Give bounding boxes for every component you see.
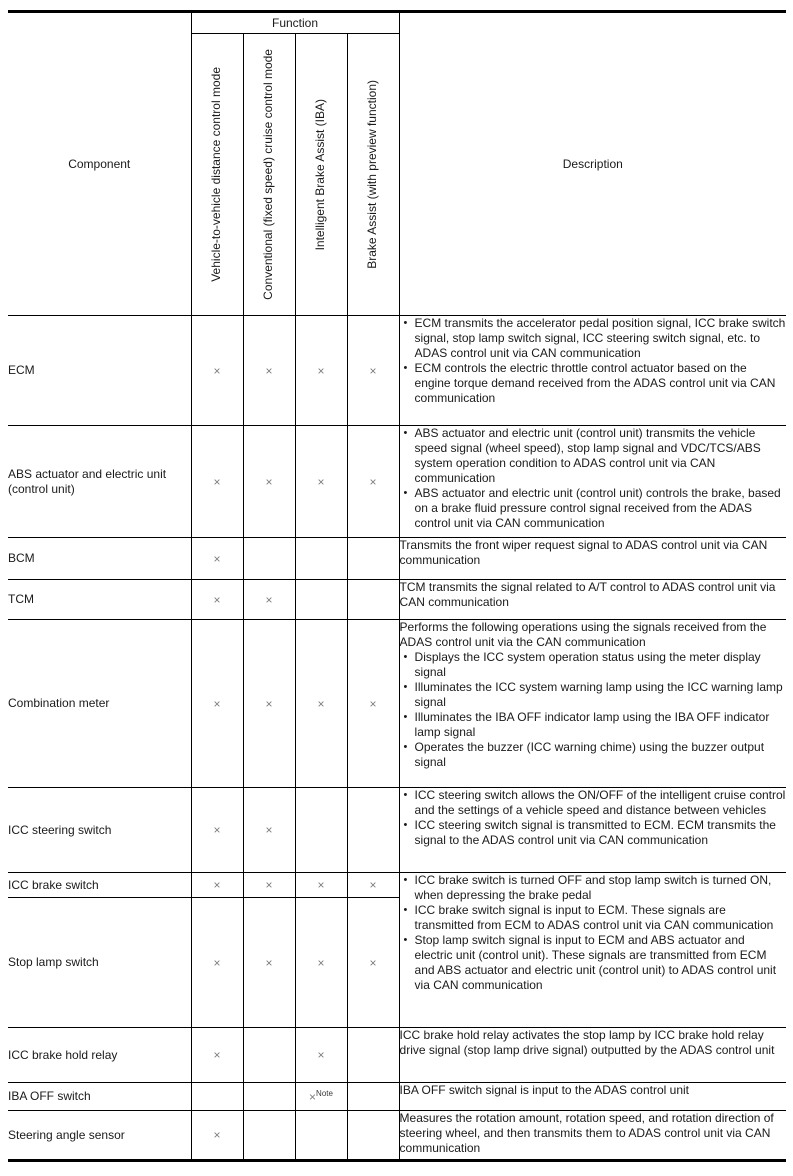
mark-cell [295, 1111, 347, 1161]
mark-cell: × [347, 426, 399, 538]
mark-cell: × [295, 873, 347, 898]
description-bullet: • ABS actuator and electric unit (control unit) transmits the vehicle speed signal (wheel speed), stop lamp signal and VDC/TCS/ABS system operation condition to ADAS control unit via CAN communication [415, 426, 787, 486]
description-cell [399, 426, 786, 538]
mark-cell [295, 538, 347, 580]
cross-mark: × [309, 1090, 317, 1104]
mark-cell [347, 538, 399, 580]
mark-cell [295, 788, 347, 873]
description-text: Transmits the front wiper request signal to ADAS control unit via CAN communication [399, 538, 768, 567]
description-cell [399, 1111, 786, 1161]
mark-cell [243, 538, 295, 580]
component-cell: BCM [8, 538, 191, 580]
mark-cell [295, 580, 347, 620]
description-bullet: • ICC steering switch allows the ON/OFF of the intelligent cruise control and the settings of a vehicle speed and distance between vehicles [415, 788, 787, 818]
mark-cell: × [191, 316, 243, 426]
mark-cell: × [191, 426, 243, 538]
mark-cell [347, 580, 399, 620]
row-ecm [8, 316, 786, 426]
description-bullet: • ICC brake switch is turned OFF and stop lamp switch is turned ON, when depressing the brake pedal [415, 873, 787, 903]
component-cell: ICC steering switch [8, 788, 191, 873]
mark-cell: × [243, 898, 295, 1028]
row-bcm [8, 538, 786, 580]
mark-cell [243, 1083, 295, 1111]
mark-cell: × [295, 426, 347, 538]
mark-cell: × [295, 1028, 347, 1083]
mark-cell: × [295, 316, 347, 426]
mark-cell: × [347, 316, 399, 426]
row-iba-off-switch [8, 1083, 786, 1111]
description-text: Measures the rotation amount, rotation speed, and rotation direction of steering wheel, and then transmits them to ADAS control unit via CAN communication [399, 1111, 774, 1155]
row-tcm [8, 580, 786, 620]
description-cell [399, 620, 786, 788]
description-intro: Performs the following operations using the signals received from the ADAS control unit via the CAN communication [399, 620, 767, 649]
mark-cell: × [191, 580, 243, 620]
mark-cell: × [243, 580, 295, 620]
mark-cell: × [295, 620, 347, 788]
row-abs-actuator [8, 426, 786, 538]
mark-cell-with-note [295, 1083, 347, 1111]
function-column-header-iba [295, 34, 347, 316]
component-cell: Combination meter [8, 620, 191, 788]
description-cell-shared-brake-stop-lamp [399, 873, 786, 1028]
mark-cell: × [243, 873, 295, 898]
row-combination-meter [8, 620, 786, 788]
component-cell: ABS actuator and electric unit (control unit) [8, 426, 191, 538]
mark-cell [347, 1028, 399, 1083]
description-bullet: • ABS actuator and electric unit (control unit) controls the brake, based on a brake fluid pressure control signal received from the ADAS control unit via CAN communication [415, 486, 787, 531]
description-cell [399, 538, 786, 580]
component-cell: IBA OFF switch [8, 1083, 191, 1111]
mark-cell: × [191, 538, 243, 580]
mark-cell: × [295, 898, 347, 1028]
function-group-header: Function [191, 12, 399, 34]
mark-cell [243, 1028, 295, 1083]
mark-cell: × [243, 788, 295, 873]
component-cell: Stop lamp switch [8, 898, 191, 1028]
description-cell [399, 1083, 786, 1111]
mark-cell: × [191, 1028, 243, 1083]
mark-cell: × [243, 426, 295, 538]
description-cell [399, 316, 786, 426]
row-icc-brake-switch [8, 873, 786, 898]
component-cell: ICC brake switch [8, 873, 191, 898]
mark-cell: × [243, 620, 295, 788]
row-icc-steering-switch [8, 788, 786, 873]
mark-cell [347, 1083, 399, 1111]
component-column-header: Component [8, 12, 191, 316]
description-cell [399, 580, 786, 620]
description-bullet: • Illuminates the ICC system warning lamp using the ICC warning lamp signal [415, 680, 787, 710]
rotated-header-label: Vehicle-to-vehicle distance control mode [209, 67, 224, 282]
description-text: ICC brake hold relay activates the stop lamp by ICC brake hold relay drive signal (stop lamp drive signal) outputted by the ADAS control unit [399, 1028, 775, 1057]
mark-cell [347, 1111, 399, 1161]
mark-cell [347, 788, 399, 873]
component-cell: ECM [8, 316, 191, 426]
function-column-header-conventional-cruise [243, 34, 295, 316]
rotated-header-label: Conventional (fixed speed) cruise control mode [261, 49, 276, 300]
description-bullet: • Displays the ICC system operation status using the meter display signal [415, 650, 787, 680]
note-superscript: Note [316, 1089, 333, 1098]
description-bullet: • ICC brake switch signal is input to ECM. These signals are transmitted from ECM to ADAS control unit via CAN communication [415, 903, 787, 933]
mark-cell: × [191, 788, 243, 873]
component-cell: TCM [8, 580, 191, 620]
component-function-table [8, 10, 786, 1162]
mark-cell: × [347, 620, 399, 788]
mark-cell: × [243, 316, 295, 426]
description-bullet: • Operates the buzzer (ICC warning chime) using the buzzer output signal [415, 740, 787, 770]
mark-cell: × [347, 873, 399, 898]
description-column-header: Description [399, 12, 786, 316]
function-column-header-vehicle-to-vehicle [191, 34, 243, 316]
rotated-header-label: Intelligent Brake Assist (IBA) [313, 98, 328, 251]
mark-cell [243, 1111, 295, 1161]
description-bullet: • ECM transmits the accelerator pedal position signal, ICC brake switch signal, stop lamp switch signal, ICC steering switch signal, etc. to ADAS control unit via CAN communication [415, 316, 787, 361]
description-cell [399, 1028, 786, 1083]
description-bullet: • ECM controls the electric throttle control actuator based on the engine torque demand received from the ADAS control unit via CAN communication [415, 361, 787, 406]
description-bullet: • ICC steering switch signal is transmitted to ECM. ECM transmits the signal to the ADAS control unit via CAN communication [415, 818, 787, 848]
mark-cell: × [191, 873, 243, 898]
description-cell [399, 788, 786, 873]
rotated-header-label: Brake Assist (with preview function) [365, 80, 380, 269]
mark-cell: × [347, 898, 399, 1028]
description-text: IBA OFF switch signal is input to the ADAS control unit [399, 1083, 689, 1097]
row-icc-brake-hold-relay [8, 1028, 786, 1083]
component-cell: ICC brake hold relay [8, 1028, 191, 1083]
mark-cell: × [191, 898, 243, 1028]
mark-cell: × [191, 1111, 243, 1161]
description-text: TCM transmits the signal related to A/T control to ADAS control unit via CAN communication [399, 580, 776, 609]
component-cell: Steering angle sensor [8, 1111, 191, 1161]
function-column-header-brake-assist-preview [347, 34, 399, 316]
mark-cell [191, 1083, 243, 1111]
table-header-row-main [8, 12, 786, 34]
description-bullet: • Illuminates the IBA OFF indicator lamp using the IBA OFF indicator lamp signal [415, 710, 787, 740]
row-steering-angle-sensor [8, 1111, 786, 1161]
mark-cell: × [191, 620, 243, 788]
description-bullet: • Stop lamp switch signal is input to ECM and ABS actuator and electric unit (control unit). These signals are transmitted from ECM and ABS actuator and electric unit (control unit) to ADAS control unit via CAN communication [415, 933, 787, 993]
